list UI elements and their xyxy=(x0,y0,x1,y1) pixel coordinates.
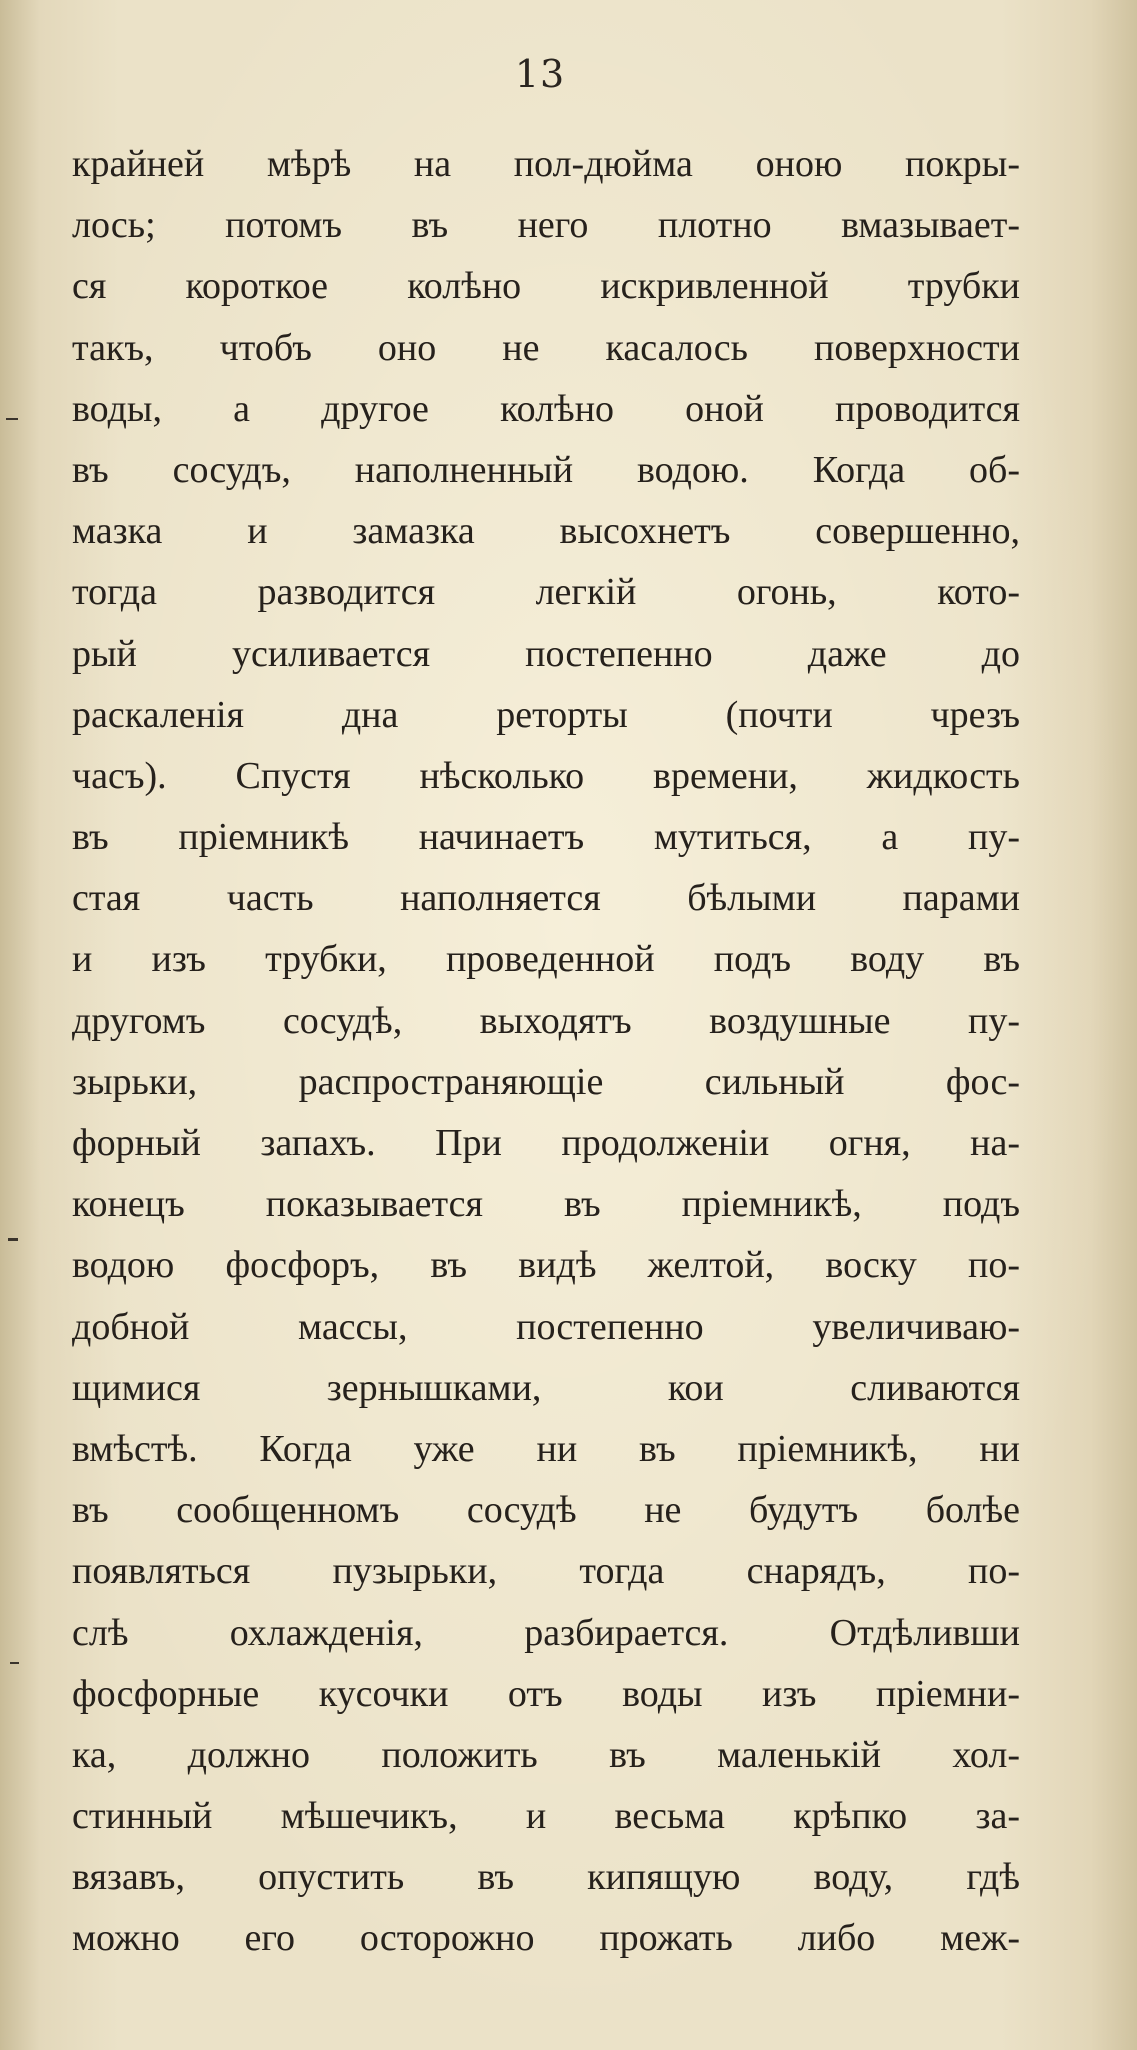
text-line: мазка и замазка высохнетъ совершенно, xyxy=(72,510,1020,553)
text-line: зырьки, распространяющіе сильный фос- xyxy=(72,1060,1020,1103)
text-line: можно его осторожно прожать либо меж- xyxy=(72,1917,1020,1960)
text-line: раскаленія дна реторты (почти чрезъ xyxy=(72,693,1020,736)
text-line: часъ). Спустя нѣсколько времени, жидкость xyxy=(72,754,1020,797)
text-line: вязавъ, опустить въ кипящую воду, гдѣ xyxy=(72,1856,1020,1899)
text-line: ся короткое колѣно искривленной трубки xyxy=(72,265,1020,308)
text-line: такъ, чтобъ оно не касалось поверхности xyxy=(72,326,1020,369)
text-line: появляться пузырьки, тогда снарядъ, по- xyxy=(72,1550,1020,1593)
text-line: и изъ трубки, проведенной подъ воду въ xyxy=(72,938,1020,981)
margin-mark xyxy=(8,1238,18,1241)
text-line: тогда разводится легкій огонь, кото- xyxy=(72,571,1020,614)
text-line: стая часть наполняется бѣлыми парами xyxy=(72,877,1020,920)
text-line: добной массы, постепенно увеличиваю- xyxy=(72,1305,1020,1348)
page-number: 13 xyxy=(514,52,566,96)
text-line: водою фосфоръ, въ видѣ желтой, воску по- xyxy=(72,1244,1020,1287)
text-line: конецъ показывается въ пріемникѣ, подъ xyxy=(72,1183,1020,1226)
body-text xyxy=(72,134,1020,1970)
text-line: слѣ охлажденія, разбирается. Отдѣливши xyxy=(72,1611,1020,1654)
margin-mark xyxy=(6,418,18,420)
text-line: въ сообщенномъ сосудѣ не будутъ болѣе xyxy=(72,1489,1020,1532)
text-line: въ сосудъ, наполненный водою. Когда об- xyxy=(72,448,1020,491)
text-line: ка, должно положить въ маленькій хол- xyxy=(72,1733,1020,1776)
text-line: рый усиливается постепенно даже до xyxy=(72,632,1020,675)
text-line: стинный мѣшечикъ, и весьма крѣпко за- xyxy=(72,1795,1020,1838)
text-line: щимися зернышками, кои сливаются xyxy=(72,1366,1020,1409)
text-line: въ пріемникѣ начинаетъ мутиться, а пу- xyxy=(72,816,1020,859)
margin-mark xyxy=(10,1662,19,1664)
text-line: форный запахъ. При продолженіи огня, на- xyxy=(72,1122,1020,1164)
text-line: воды, а другое колѣно оной проводится xyxy=(72,387,1020,430)
text-line: другомъ сосудѣ, выходятъ воздушные пу- xyxy=(72,999,1020,1042)
text-line: лось; потомъ въ него плотно вмазывает- xyxy=(72,204,1020,247)
text-line: крайней мѣрѣ на пол-дюйма оною покры- xyxy=(72,143,1020,185)
text-line: фосфорные кусочки отъ воды изъ пріемни- xyxy=(72,1672,1020,1715)
text-line: вмѣстѣ. Когда уже ни въ пріемникѣ, ни xyxy=(72,1427,1020,1470)
